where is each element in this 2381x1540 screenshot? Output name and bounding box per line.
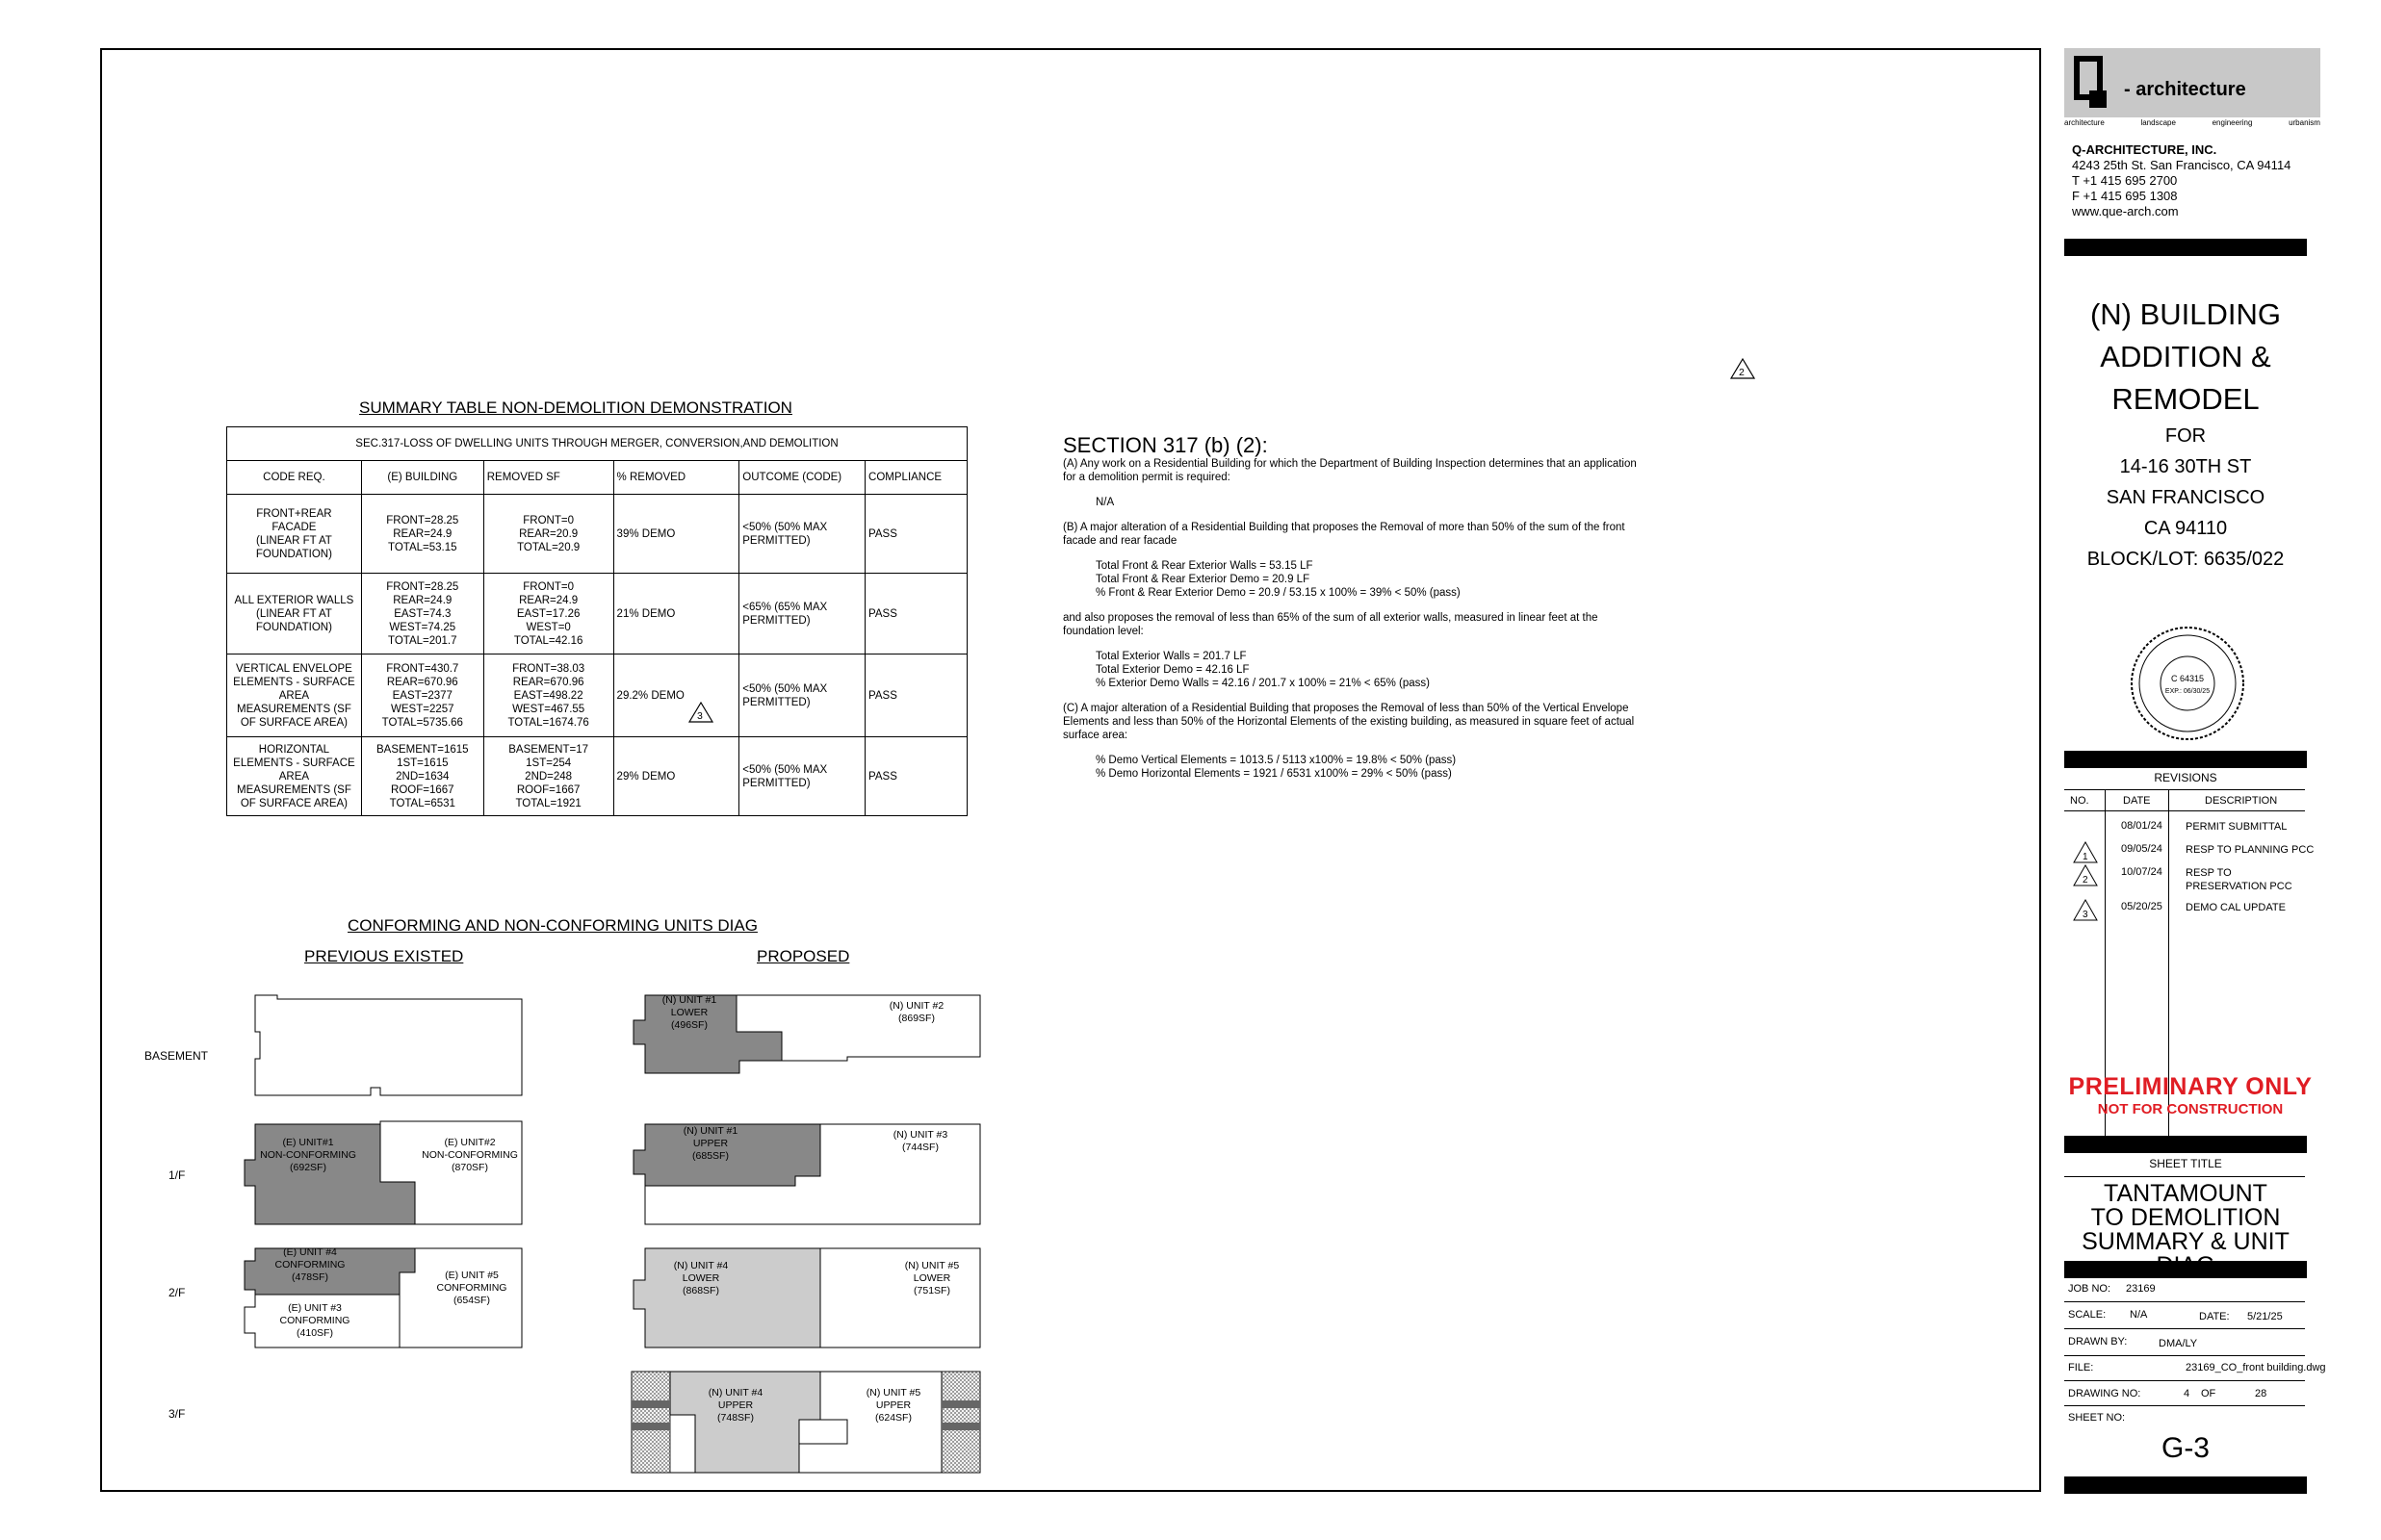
table-cell-existing: FRONT=28.25 REAR=24.9 TOTAL=53.15 — [361, 495, 483, 574]
table-cell-compliance: PASS — [866, 654, 968, 737]
unit-label: NON-CONFORMING — [260, 1149, 356, 1161]
para-b: (B) A major alteration of a Residential Building that proposes the Removal of more than 50% of the sum of the front facade and rear facade — [1063, 522, 1625, 547]
table-cell-removed: BASEMENT=17 1ST=254 2ND=248 ROOF=1667 TOTAL=1921 — [483, 737, 613, 816]
revision-triangle-icon — [1731, 359, 1754, 378]
revisions-title: REVISIONS — [2154, 771, 2217, 784]
revision-triangle-icon — [2073, 864, 2098, 887]
unit-label: NON-CONFORMING — [422, 1149, 518, 1161]
table-cell-existing: BASEMENT=1615 1ST=1615 2ND=1634 ROOF=1667 TOTAL=6531 — [361, 737, 483, 816]
rev-date: 08/01/24 — [2121, 820, 2162, 832]
job-label: JOB NO: — [2068, 1283, 2111, 1295]
table-cell-removed: FRONT=0 REAR=20.9 TOTAL=20.9 — [483, 495, 613, 574]
calc-line: Total Exterior Walls = 201.7 LF — [1096, 651, 1247, 662]
table-cell-existing: FRONT=430.7 REAR=670.96 EAST=2377 WEST=2257 TOTAL=5735.66 — [361, 654, 483, 737]
date-label: DATE: — [2199, 1311, 2230, 1322]
calc-line: Total Front & Rear Exterior Walls = 53.15 LF — [1096, 560, 1313, 572]
summary-title: SUMMARY TABLE NON-DEMOLITION DEMONSTRATION — [359, 398, 792, 417]
unit-label: (N) UNIT #5 — [904, 1260, 960, 1271]
unit-label: (410SF) — [297, 1327, 333, 1339]
level-label: BASEMENT — [144, 1049, 209, 1063]
project-line: ADDITION & — [2100, 340, 2271, 373]
para-b2: and also proposes the removal of less than 65% of the sum of all exterior walls, measured in linear feet at the foundation level: — [1063, 612, 1598, 637]
job-value: 23169 — [2126, 1283, 2156, 1295]
col-header: REMOVED SF — [483, 461, 613, 495]
rev-no: 3 — [2083, 910, 2088, 920]
rev-header: DATE — [2123, 795, 2151, 807]
table-cell-outcome: <50% (50% MAX PERMITTED) — [739, 495, 866, 574]
project-line: FOR — [2164, 425, 2207, 447]
sheet-no-label: SHEET NO: — [2068, 1412, 2126, 1424]
previous-heading: PREVIOUS EXISTED — [304, 947, 464, 965]
units-diag-title: CONFORMING AND NON-CONFORMING UNITS DIAG — [348, 916, 758, 935]
rev-desc: RESP TO PRESERVATION PCC — [2186, 867, 2292, 892]
rule — [2064, 789, 2305, 790]
unit-label: (868SF) — [683, 1285, 719, 1296]
rev-desc: PERMIT SUBMITTAL — [2186, 821, 2288, 833]
drawn-label: DRAWN BY: — [2068, 1336, 2128, 1348]
firm-address: 4243 25th St. San Francisco, CA 94114 — [2072, 158, 2291, 172]
col-header: (E) BUILDING — [361, 461, 483, 495]
rev-tag: 3 — [697, 710, 703, 722]
date-value: 5/21/25 — [2247, 1311, 2283, 1322]
firm-info — [2072, 142, 2290, 219]
unit-label: LOWER — [670, 1007, 709, 1018]
table-cell-pct: 21% DEMO — [613, 574, 739, 654]
unit-label: (869SF) — [898, 1013, 935, 1024]
unit-label: (N) UNIT #1 — [683, 1125, 738, 1137]
sheet-title-label: SHEET TITLE — [2149, 1157, 2222, 1170]
table-cell-compliance: PASS — [866, 495, 968, 574]
rev-header: NO. — [2070, 795, 2089, 807]
unit-label: UPPER — [875, 1399, 912, 1411]
rev-desc: DEMO CAL UPDATE — [2186, 902, 2286, 913]
scale-label: SCALE: — [2068, 1309, 2107, 1321]
unit-label: LOWER — [682, 1272, 720, 1284]
level-label: 2/F — [168, 1286, 186, 1299]
section-title: SECTION 317 (b) (2): — [1063, 433, 1268, 457]
table-cell-removed: FRONT=0 REAR=24.9 EAST=17.26 WEST=0 TOTAL=42.16 — [483, 574, 613, 654]
rule — [2064, 1355, 2305, 1356]
tagline-word: engineering — [2212, 118, 2253, 127]
rule — [2064, 1328, 2305, 1329]
tagline-word: landscape — [2140, 118, 2176, 127]
calc-line: Total Exterior Demo = 42.16 LF — [1096, 664, 1250, 676]
unit-label: CONFORMING — [274, 1259, 346, 1270]
unit-label: (624SF) — [875, 1412, 912, 1424]
unit-label: (478SF) — [292, 1271, 328, 1283]
rule — [2064, 1405, 2305, 1406]
calc-line: % Demo Horizontal Elements = 1921 / 6531 x100% = 29% < 50% (pass) — [1096, 768, 1452, 780]
table-cell-outcome: <65% (65% MAX PERMITTED) — [739, 574, 866, 654]
prelim-line1: PRELIMINARY ONLY — [2068, 1073, 2313, 1100]
table-cell-existing: FRONT=28.25 REAR=24.9 EAST=74.3 WEST=74.25 TOTAL=201.7 — [361, 574, 483, 654]
rule — [2064, 810, 2305, 811]
drawing-no-label: DRAWING NO: — [2068, 1388, 2141, 1399]
project-line: SAN FRANCISCO — [2106, 487, 2265, 508]
unit-label: (E) UNIT #4 — [283, 1246, 337, 1258]
proposed-heading: PROPOSED — [757, 947, 850, 965]
unit-label: UPPER — [717, 1399, 754, 1411]
rule — [2064, 1380, 2305, 1381]
basement-plan — [255, 995, 522, 1095]
unit-label: (870SF) — [452, 1162, 488, 1173]
col-header: CODE REQ. — [227, 461, 362, 495]
table-cell-code: FRONT+REAR FACADE (LINEAR FT AT FOUNDATION) — [227, 495, 362, 574]
unit-label: (N) UNIT #2 — [889, 1000, 945, 1012]
unit-label: (N) UNIT #5 — [866, 1387, 921, 1399]
table-cell-code: ALL EXTERIOR WALLS (LINEAR FT AT FOUNDATION) — [227, 574, 362, 654]
table-cell-outcome: <50% (50% MAX PERMITTED) — [739, 737, 866, 816]
firm-web[interactable]: www.que-arch.com — [2072, 204, 2179, 218]
firm-name: Q-ARCHITECTURE, INC. — [2072, 142, 2217, 157]
unit-label: (748SF) — [717, 1412, 754, 1424]
project-line: CA 94110 — [2143, 518, 2228, 539]
unit-label: CONFORMING — [436, 1282, 507, 1294]
rev-desc: RESP TO PLANNING PCC — [2186, 844, 2315, 856]
calc-line: % Demo Vertical Elements = 1013.5 / 5113 x100% = 19.8% < 50% (pass) — [1096, 755, 1457, 766]
unit-label: (N) UNIT #3 — [893, 1129, 948, 1141]
rule — [2064, 1176, 2305, 1177]
divider-bar — [2064, 751, 2307, 768]
rev-date: 10/07/24 — [2121, 866, 2162, 878]
col-header: OUTCOME (CODE) — [739, 461, 866, 495]
rule — [2064, 1301, 2305, 1302]
rev-no: 1 — [2083, 852, 2088, 862]
logo-tagline — [2064, 118, 2320, 127]
table-cell-removed: FRONT=38.03 REAR=670.96 EAST=498.22 WEST=467.55 TOTAL=1674.76 — [483, 654, 613, 737]
unit-label: (751SF) — [914, 1285, 950, 1296]
calc-line: % Front & Rear Exterior Demo = 20.9 / 53.15 x 100% = 39% < 50% (pass) — [1096, 587, 1461, 599]
tagline-word: architecture — [2064, 118, 2105, 127]
rev-header: DESCRIPTION — [2205, 795, 2278, 807]
para-c: (C) A major alteration of a Residential Building that proposes the Removal of less than 50% of the Vertical Envelope Elements and less than 50% of the Horizontal Elements of the existing building, as measured in square feet of actual surface area: — [1063, 703, 1635, 741]
divider-bar — [2064, 1136, 2307, 1153]
firm-fax: F +1 415 695 1308 — [2072, 189, 2178, 203]
level-label: 1/F — [168, 1168, 186, 1182]
drawn-value: DMA/LY — [2159, 1338, 2198, 1349]
of-value: 28 — [2255, 1388, 2267, 1399]
unit-label: (654SF) — [453, 1295, 490, 1306]
project-line: 14-16 30TH ST — [2119, 456, 2252, 477]
rev-no: 2 — [2083, 875, 2088, 886]
stamp-num: C 64315 — [2170, 674, 2205, 683]
unit-label: (E) UNIT #3 — [288, 1302, 342, 1314]
project-line: REMODEL — [2111, 382, 2260, 416]
unit-label: UPPER — [692, 1138, 729, 1149]
prelim-line2: NOT FOR CONSTRUCTION — [2097, 1101, 2284, 1117]
unit-label: (E) UNIT#1 — [282, 1137, 334, 1148]
revision-triangle-icon — [2073, 899, 2098, 922]
deck-hatch-right — [942, 1372, 980, 1473]
table-cell-compliance: PASS — [866, 574, 968, 654]
unit-label: (E) UNIT #5 — [445, 1270, 499, 1281]
para-a-value: N/A — [1096, 497, 1115, 508]
calc-line: Total Front & Rear Exterior Demo = 20.9 LF — [1096, 574, 1310, 585]
scale-value: N/A — [2130, 1309, 2148, 1321]
unit-label: (692SF) — [290, 1162, 326, 1173]
unit-label: (N) UNIT #1 — [661, 994, 717, 1006]
table-caption: SEC.317-LOSS OF DWELLING UNITS THROUGH MERGER, CONVERSION,AND DEMOLITION — [227, 427, 968, 461]
level-label: 3/F — [168, 1407, 186, 1421]
architect-seal-icon — [2128, 624, 2247, 743]
table-cell-pct: 39% DEMO — [613, 495, 739, 574]
project-title — [2064, 294, 2307, 575]
preliminary-banner — [2060, 1073, 2320, 1117]
file-label: FILE: — [2068, 1362, 2094, 1373]
logo-text: - architecture — [2124, 79, 2246, 100]
project-line: BLOCK/LOT: 6635/022 — [2086, 549, 2285, 570]
sheet-title-text: TANTAMOUNT TO DEMOLITION SUMMARY & UNIT — [2082, 1180, 2290, 1255]
tagline-word: urbanism — [2289, 118, 2320, 127]
table-cell-code: HORIZONTAL ELEMENTS - SURFACE AREA MEASUREMENTS (SF OF SURFACE AREA) — [227, 737, 362, 816]
table-cell-compliance: PASS — [866, 737, 968, 816]
unit-label: (744SF) — [902, 1142, 939, 1153]
unit-label: (N) UNIT #4 — [708, 1387, 763, 1399]
unit-label: (N) UNIT #4 — [673, 1260, 729, 1271]
divider-bar — [2064, 1476, 2307, 1494]
unit-label: CONFORMING — [279, 1315, 350, 1326]
calc-line: % Exterior Demo Walls = 42.16 / 201.7 x 100% = 21% < 65% (pass) — [1096, 678, 1430, 689]
revision-triangle-icon — [689, 703, 712, 722]
unit-label: LOWER — [913, 1272, 951, 1284]
divider-bar — [2064, 1261, 2307, 1278]
stamp-exp: EXP.: 06/30/25 — [2164, 688, 2211, 695]
para-a: (A) Any work on a Residential Building for which the Department of Building Inspection determines that an application for a demolition permit is required: — [1063, 458, 1637, 483]
unit-label: (685SF) — [692, 1150, 729, 1162]
unit-label: (496SF) — [671, 1019, 708, 1031]
table-cell-code: VERTICAL ENVELOPE ELEMENTS - SURFACE AREA MEASUREMENTS (SF OF SURFACE AREA) — [227, 654, 362, 737]
float-tag: 2 — [1739, 367, 1745, 378]
rev-date: 09/05/24 — [2121, 843, 2162, 855]
col-header: COMPLIANCE — [866, 461, 968, 495]
drawing-no-value: 4 — [2184, 1388, 2190, 1399]
table-cell-pct: 29% DEMO — [613, 737, 739, 816]
revision-triangle-icon — [2073, 841, 2098, 864]
table-cell-outcome: <50% (50% MAX PERMITTED) — [739, 654, 866, 737]
firm-tel: T +1 415 695 2700 — [2072, 173, 2178, 188]
sheet-number: G-3 — [2161, 1432, 2210, 1464]
file-value: 23169_CO_front building.dwg — [2186, 1362, 2326, 1373]
table-cell-pct: 29.2% DEMO — [613, 654, 739, 737]
of-label: OF — [2201, 1388, 2216, 1399]
project-line: (N) BUILDING — [2089, 297, 2282, 331]
rev-date: 05/20/25 — [2121, 901, 2162, 912]
divider-bar — [2064, 239, 2307, 256]
unit-label: (E) UNIT#2 — [444, 1137, 496, 1148]
col-header: % REMOVED — [613, 461, 739, 495]
deck-hatch-left — [632, 1372, 670, 1473]
